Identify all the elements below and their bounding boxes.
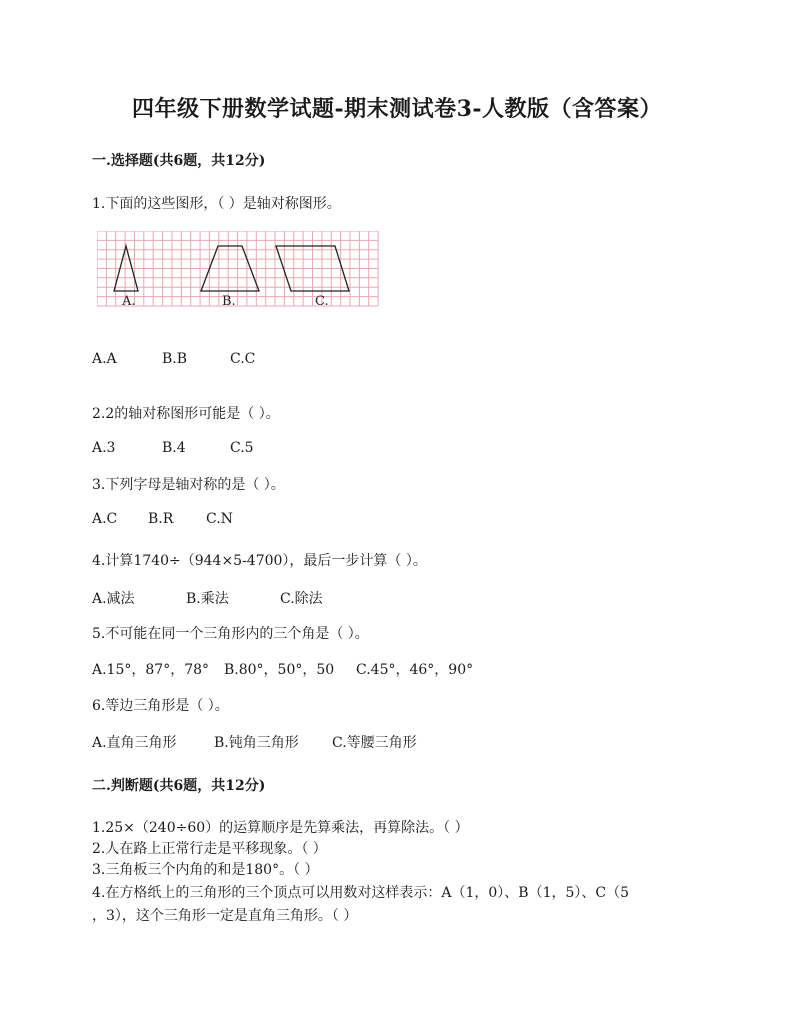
option-a[interactable]: A.减法 (92, 591, 135, 607)
option-a[interactable]: A.直角三角形 (92, 735, 177, 751)
option-c[interactable]: C.45°，46°，90° (356, 662, 474, 678)
option-b[interactable]: B.4 (162, 440, 186, 456)
question-5-options (92, 659, 473, 679)
question-3: 3.下列字母是轴对称的是（ ）。 (92, 477, 285, 493)
shape-b-label: B. (222, 294, 236, 309)
grid-lines (97, 231, 378, 306)
page-title: 四年级下册数学试题-期末测试卷3-人教版（含答案） (131, 96, 663, 122)
shape-c-label: C. (315, 294, 329, 309)
option-a[interactable]: A.3 (92, 440, 116, 456)
option-b[interactable]: B.80°，50°，50 (224, 662, 335, 678)
judge-question-1: 1.25×（240÷60）的运算顺序是先算乘法，再算除法。（ ） (92, 820, 469, 836)
judge-question-3: 3.三角板三个内角的和是180°。（ ） (92, 862, 319, 878)
section-heading-choice: 一.选择题(共6题，共12分) (92, 153, 266, 169)
option-b[interactable]: B.R (148, 511, 174, 527)
question-3-options (92, 511, 233, 527)
option-c[interactable]: C.除法 (280, 591, 323, 607)
question-6-options (92, 732, 417, 752)
section-heading-judge: 二.判断题(共6题，共12分) (92, 778, 266, 794)
judge-question-2: 2.人在路上正常行走是平移现象。（ ） (92, 841, 327, 857)
question-2: 2.2的轴对称图形可能是（ ）。 (92, 406, 280, 422)
question-4: 4.计算1740÷（944×5-4700），最后一步计算（ ）。 (92, 553, 427, 569)
option-c[interactable]: C.5 (230, 440, 254, 456)
shape-a-label: A. (122, 294, 136, 309)
question-4-options (92, 588, 323, 608)
question-1-options (92, 351, 255, 367)
option-b[interactable]: B.钝角三角形 (214, 735, 299, 751)
option-c[interactable]: C.C (230, 351, 256, 367)
question-1: 1.下面的这些图形，（ ）是轴对称图形。 (92, 196, 341, 212)
option-b[interactable]: B.乘法 (186, 591, 229, 607)
option-a[interactable]: A.C (92, 511, 118, 527)
option-c[interactable]: C.N (206, 511, 233, 527)
judge-question-4-line-2: ，3），这个三角形一定是直角三角形。（ ） (92, 908, 358, 924)
judge-question-4-line-1: 4.在方格纸上的三角形的三个顶点可以用数对这样表示：A（1，0）、B（1，5）、C（5 (92, 885, 630, 901)
option-a[interactable]: A.15°，87°，78° (92, 662, 210, 678)
grid-figure (97, 231, 379, 309)
question-5: 5.不可能在同一个三角形内的三个角是（ ）。 (92, 626, 369, 642)
option-c[interactable]: C.等腰三角形 (332, 735, 417, 751)
option-a[interactable]: A.A (92, 351, 117, 367)
question-2-options (92, 440, 254, 456)
question-6: 6.等边三角形是（ ）。 (92, 698, 229, 714)
option-b[interactable]: B.B (162, 351, 188, 367)
